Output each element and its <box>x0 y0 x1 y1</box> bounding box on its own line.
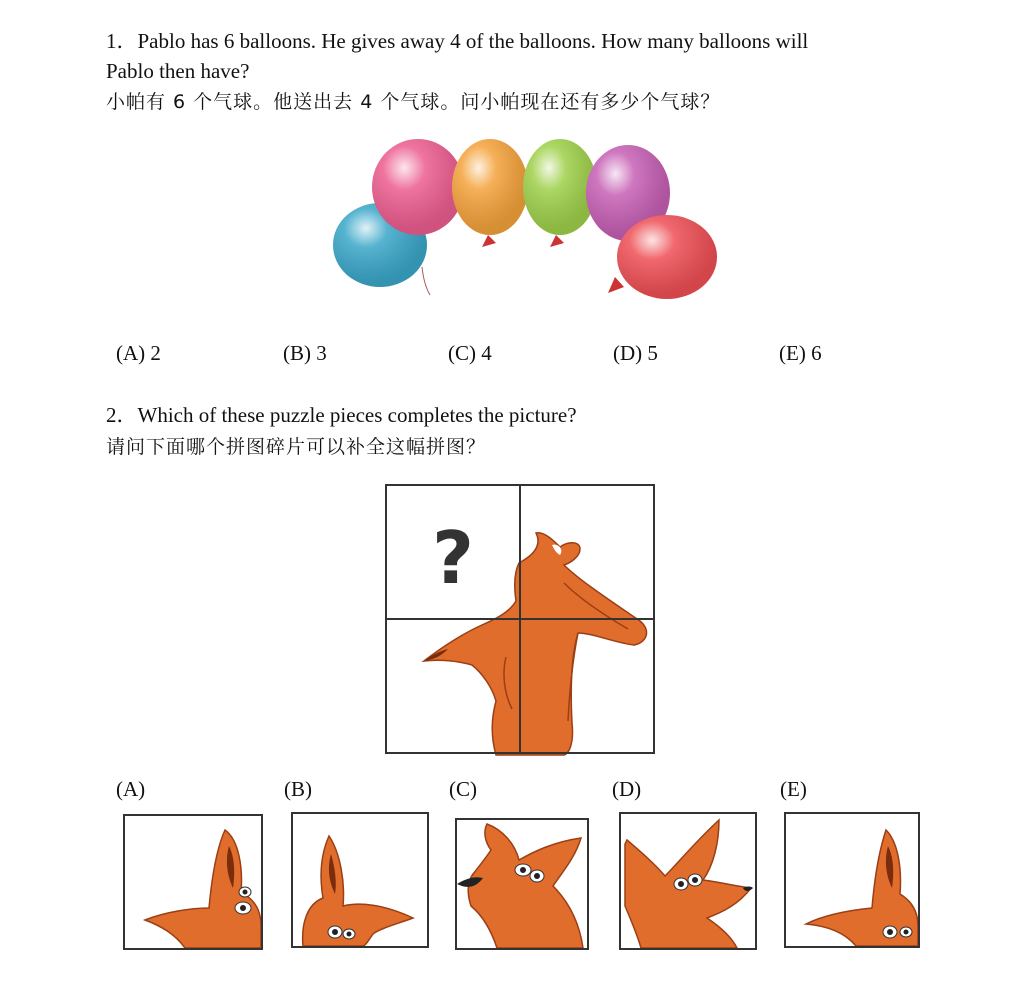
balloon-green <box>523 139 597 247</box>
kangaroo-head-d <box>621 814 755 948</box>
q1-option-a[interactable]: (A) 2 <box>116 341 161 365</box>
q2-option-e-piece[interactable] <box>784 812 920 948</box>
q2-option-e-label: (E) <box>780 777 807 801</box>
q2-text-en: Which of these puzzle pieces completes the picture? <box>137 403 577 427</box>
q2-option-d-piece[interactable] <box>619 812 757 950</box>
q1-text-en-2: Pablo then have? <box>106 59 250 83</box>
q2-text-cn: 请问下面哪个拼图碎片可以补全这幅拼图？ <box>106 436 487 458</box>
missing-piece-question-mark: ? <box>432 516 474 600</box>
puzzle-grid <box>384 483 658 757</box>
kangaroo-head-c <box>457 820 587 948</box>
q1-text-cn: 小帕有 6 个气球。他送出去 4 个气球。问小帕现在还有多少个气球？ <box>106 91 721 113</box>
q2-option-c-piece[interactable] <box>455 818 589 950</box>
balloon-pink <box>372 139 464 235</box>
q1-text-en-1: Pablo has 6 balloons. He gives away 4 of the balloons. How many balloons will <box>137 29 809 53</box>
q2-text-line <box>106 400 577 430</box>
q2-option-c-label: (C) <box>449 777 477 801</box>
q2-option-d-label: (D) <box>612 777 642 801</box>
q1-text-line1 <box>106 26 808 56</box>
balloon-orange <box>452 139 528 247</box>
q1-number: 1． <box>106 29 138 53</box>
kangaroo-head-a <box>125 816 261 948</box>
q1-option-d[interactable]: (D) 5 <box>613 341 658 365</box>
kangaroo-head-b <box>293 814 427 946</box>
q2-option-a-label: (A) <box>116 777 146 801</box>
q1-option-b[interactable]: (B) 3 <box>283 341 327 365</box>
q2-option-b-piece[interactable] <box>291 812 429 948</box>
balloons-illustration <box>330 135 730 305</box>
kangaroo-head-e <box>786 814 918 946</box>
q1-option-c[interactable]: (C) 4 <box>448 341 492 365</box>
q1-option-e[interactable]: (E) 6 <box>779 341 822 365</box>
q2-option-b-label: (B) <box>284 777 312 801</box>
q2-number: 2． <box>106 403 138 427</box>
q2-option-a-piece[interactable] <box>123 814 263 950</box>
